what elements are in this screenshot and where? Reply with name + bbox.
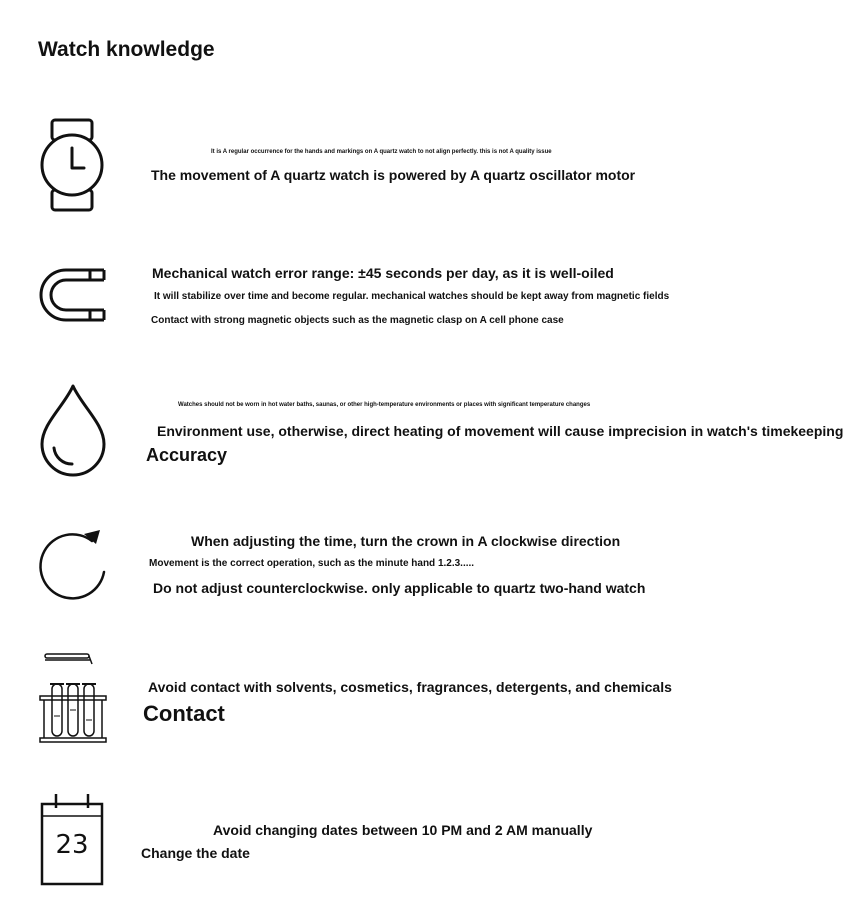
- watch-icon: [40, 118, 104, 212]
- section-1-line-1: It is A regular occurrence for the hands and markings on A quartz watch to not align perfectly. this is not A quality issue: [211, 149, 552, 155]
- section-4-line-3: Do not adjust counterclockwise. only applicable to quartz two-hand watch: [153, 580, 646, 596]
- page-title: Watch knowledge: [38, 38, 215, 61]
- section-5-line-2: Contact: [143, 701, 225, 726]
- section-3-line-2: Environment use, otherwise, direct heating of movement will cause imprecision in watch's timekeeping: [157, 423, 843, 439]
- section-2-line-1: Mechanical watch error range: ±45 seconds per day, as it is well-oiled: [152, 265, 614, 281]
- section-3-line-1: Watches should not be worn in hot water baths, saunas, or other high-temperature environments or places with significant temperature changes: [178, 402, 591, 408]
- test-tubes-icon: [38, 652, 110, 744]
- water-drop-icon: [40, 384, 106, 476]
- clockwise-arrow-icon: [40, 528, 108, 604]
- magnet-icon: [40, 268, 106, 322]
- section-2-line-3: Contact with strong magnetic objects such as the magnetic clasp on A cell phone case: [151, 315, 564, 326]
- section-6-line-1: Avoid changing dates between 10 PM and 2 AM manually: [213, 822, 593, 838]
- section-4-line-2: Movement is the correct operation, such as the minute hand 1.2.3.....: [149, 558, 475, 569]
- calendar-icon: [40, 792, 104, 886]
- section-2-line-2: It will stabilize over time and become regular. mechanical watches should be kept away from magnetic fields: [154, 291, 670, 302]
- section-5-line-1: Avoid contact with solvents, cosmetics, fragrances, detergents, and chemicals: [148, 679, 672, 695]
- calendar-day: 23: [55, 830, 89, 860]
- section-6-line-2: Change the date: [141, 845, 250, 861]
- section-1-line-2: The movement of A quartz watch is powered by A quartz oscillator motor: [151, 167, 636, 183]
- section-3-line-3: Accuracy: [146, 445, 228, 465]
- section-4-line-1: When adjusting the time, turn the crown in A clockwise direction: [191, 533, 621, 549]
